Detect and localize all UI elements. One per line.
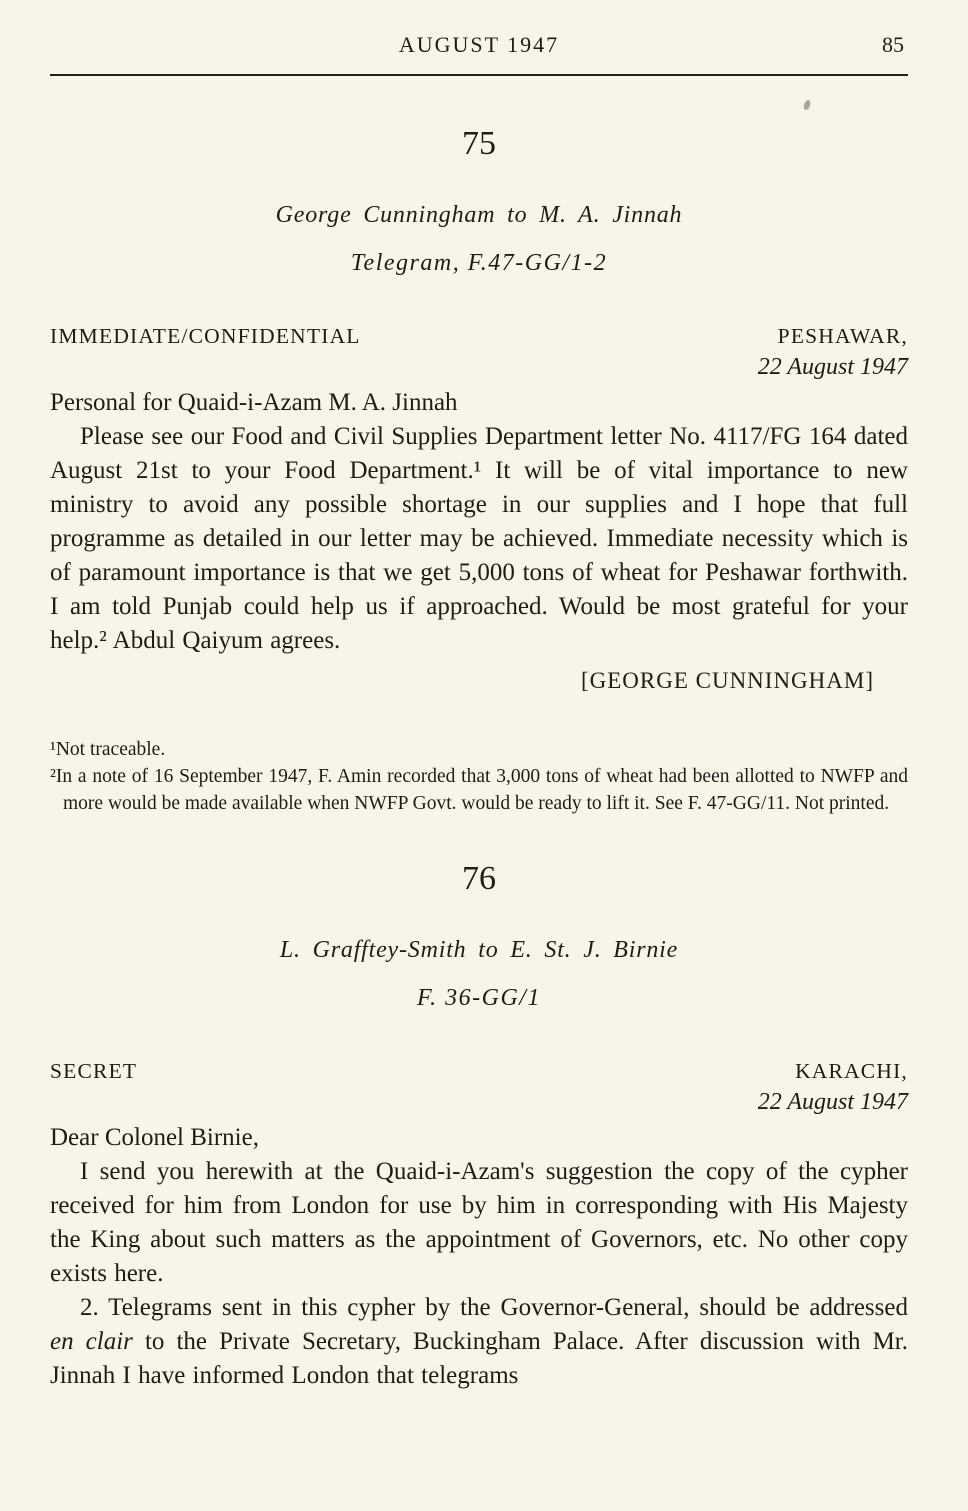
header-rule [50, 74, 908, 76]
document-number: 75 [462, 125, 496, 162]
place-date-block [758, 1057, 908, 1117]
date-label: 22 August 1947 [757, 1089, 908, 1115]
place-label: PESHAWAR, [777, 324, 908, 348]
document-title: George Cunningham to M. A. Jinnah [275, 202, 683, 228]
document-76 [50, 859, 908, 1393]
document-reference: F. 36-GG/1 [417, 985, 541, 1011]
body-paragraph: Please see our Food and Civil Supplies Department letter No. 4117/FG 164 dated August 21st to your Food Department.¹ It will be of vital importance to new ministry to avoid any possible shortage in our supplies and I hope that full programme as detailed in our letter may be achieved. Immediate necessity which is of paramount importance is that we get 5,000 tons of wheat for Peshawar forthwith. I am told Punjab could help us if approached. Would be most grateful for your help.² Abdul Qaiyum agrees. [50, 423, 908, 654]
salutation: Personal for Quaid-i-Azam M. A. Jinnah [50, 389, 458, 416]
body-paragraph [50, 1291, 908, 1393]
running-title: AUGUST 1947 [398, 32, 560, 57]
body-paragraph: I send you herewith at the Quaid-i-Azam's suggestion the copy of the cypher received for him from London for use by him in corresponding with His Majesty the King about such matters as the appointment of Governors, etc. No other copy exists here. [50, 1158, 908, 1287]
document-title: L. Grafftey-Smith to E. St. J. Birnie [279, 937, 679, 963]
footnotes [50, 736, 908, 817]
document-meta [50, 1057, 908, 1117]
signature: [GEORGE CUNNINGHAM] [580, 668, 874, 693]
place-label: KARACHI, [795, 1059, 908, 1083]
salutation: Dear Colonel Birnie, [50, 1124, 259, 1151]
document-reference: Telegram, F.47-GG/1-2 [350, 250, 608, 276]
place-date-block [758, 322, 908, 382]
footnote-1: ¹Not traceable. [50, 739, 166, 760]
paragraph-text: 2. Telegrams sent in this cypher by the Governor-General, should be addressed [80, 1294, 908, 1321]
classification-label: IMMEDIATE/CONFIDENTIAL [50, 324, 361, 348]
document-75 [50, 124, 908, 817]
classification-label: SECRET [50, 1059, 138, 1083]
paragraph-text: to the Private Secretary, Buckingham Palace. After discussion with Mr. Jinnah I have informed London that telegrams [50, 1328, 908, 1389]
footnote-2: ²In a note of 16 September 1947, F. Amin recorded that 3,000 tons of wheat had been allotted to NWFP and more would be made available when NWFP Govt. would be ready to lift it. See F. 47-GG/11. Not printed. [50, 766, 908, 814]
page-number: 85 [882, 32, 904, 57]
date-label: 22 August 1947 [757, 354, 908, 380]
paragraph-italic-phrase: en clair [50, 1328, 133, 1355]
print-artifact [803, 99, 811, 110]
document-meta [50, 322, 908, 382]
document-number: 76 [462, 860, 496, 897]
page-header [50, 30, 908, 60]
